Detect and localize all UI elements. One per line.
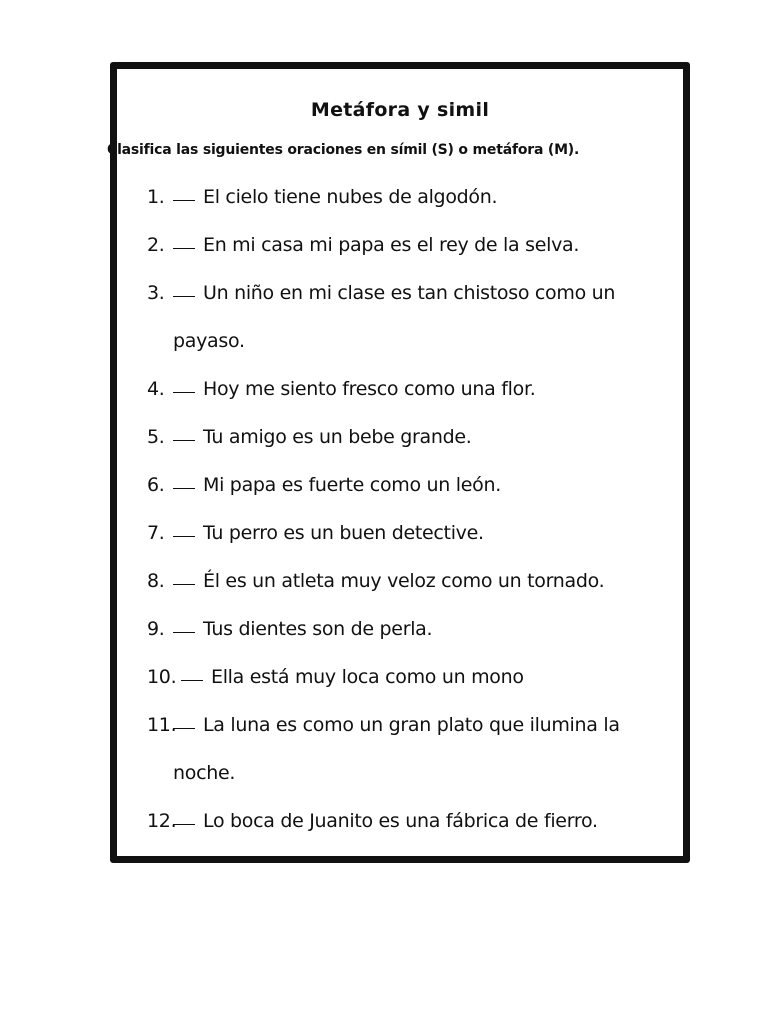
sentence-item-1 <box>147 173 667 221</box>
sentence-item-11 <box>147 701 667 797</box>
sentence-item-2 <box>147 221 667 269</box>
sentence-number: 1. <box>147 186 165 208</box>
sentence-text: Hoy me siento fresco como una flor. <box>203 378 536 400</box>
sentence-number: 9. <box>147 618 165 640</box>
answer-blank[interactable] <box>181 680 203 681</box>
answer-blank[interactable] <box>173 248 195 249</box>
sentence-body <box>173 605 667 653</box>
sentence-text: Mi papa es fuerte como un león. <box>203 474 501 496</box>
sentence-body <box>181 653 667 701</box>
worksheet-title: Metáfora y simil <box>310 99 490 121</box>
sentence-item-4 <box>147 365 667 413</box>
answer-blank[interactable] <box>173 632 195 633</box>
sentence-text: Tu amigo es un bebe grande. <box>203 426 472 448</box>
sentence-item-5 <box>147 413 667 461</box>
sentence-text: El cielo tiene nubes de algodón. <box>203 186 498 208</box>
sentence-text: Un niño en mi clase es tan chistoso como un payaso. <box>173 282 616 352</box>
sentence-number: 11. <box>147 714 177 736</box>
sentence-body <box>173 365 667 413</box>
sentence-item-7 <box>147 509 667 557</box>
sentence-text: Tus dientes son de perla. <box>203 618 433 640</box>
answer-blank[interactable] <box>173 440 195 441</box>
sentence-number: 5. <box>147 426 165 448</box>
sentence-body <box>173 221 667 269</box>
sentence-item-3 <box>147 269 667 365</box>
sentence-text: Lo boca de Juanito es una fábrica de fierro. <box>203 810 598 832</box>
answer-blank[interactable] <box>173 824 195 825</box>
sentence-item-12 <box>147 797 667 845</box>
sentence-list <box>147 173 667 845</box>
sentence-number: 3. <box>147 282 165 304</box>
answer-blank[interactable] <box>173 392 195 393</box>
answer-blank[interactable] <box>173 200 195 201</box>
sentence-number: 4. <box>147 378 165 400</box>
sentence-text: Tu perro es un buen detective. <box>203 522 484 544</box>
answer-blank[interactable] <box>173 728 195 729</box>
answer-blank[interactable] <box>173 488 195 489</box>
sentence-body <box>173 557 667 605</box>
answer-blank[interactable] <box>173 296 195 297</box>
sentence-body <box>173 269 667 365</box>
sentence-item-9 <box>147 605 667 653</box>
sentence-item-8 <box>147 557 667 605</box>
sentence-body <box>173 797 667 845</box>
sentence-text: En mi casa mi papa es el rey de la selva. <box>203 234 580 256</box>
answer-blank[interactable] <box>173 584 195 585</box>
sentence-number: 12. <box>147 810 177 832</box>
sentence-number: 6. <box>147 474 165 496</box>
sentence-text: Él es un atleta muy veloz como un tornado. <box>203 570 605 592</box>
sentence-body <box>173 173 667 221</box>
sentence-item-10 <box>147 653 667 701</box>
sentence-text: Ella está muy loca como un mono <box>211 666 524 688</box>
worksheet-instructions: Clasifica las siguientes oraciones en símil (S) o metáfora (M). <box>107 142 580 158</box>
sentence-number: 10. <box>147 666 177 688</box>
sentence-body <box>173 413 667 461</box>
sentence-number: 7. <box>147 522 165 544</box>
sentence-number: 8. <box>147 570 165 592</box>
sentence-body <box>173 701 667 797</box>
sentence-item-6 <box>147 461 667 509</box>
sentence-body <box>173 461 667 509</box>
sentence-body <box>173 509 667 557</box>
sentence-number: 2. <box>147 234 165 256</box>
answer-blank[interactable] <box>173 536 195 537</box>
worksheet-frame <box>107 62 690 863</box>
sentence-text: La luna es como un gran plato que ilumina la noche. <box>173 714 620 784</box>
